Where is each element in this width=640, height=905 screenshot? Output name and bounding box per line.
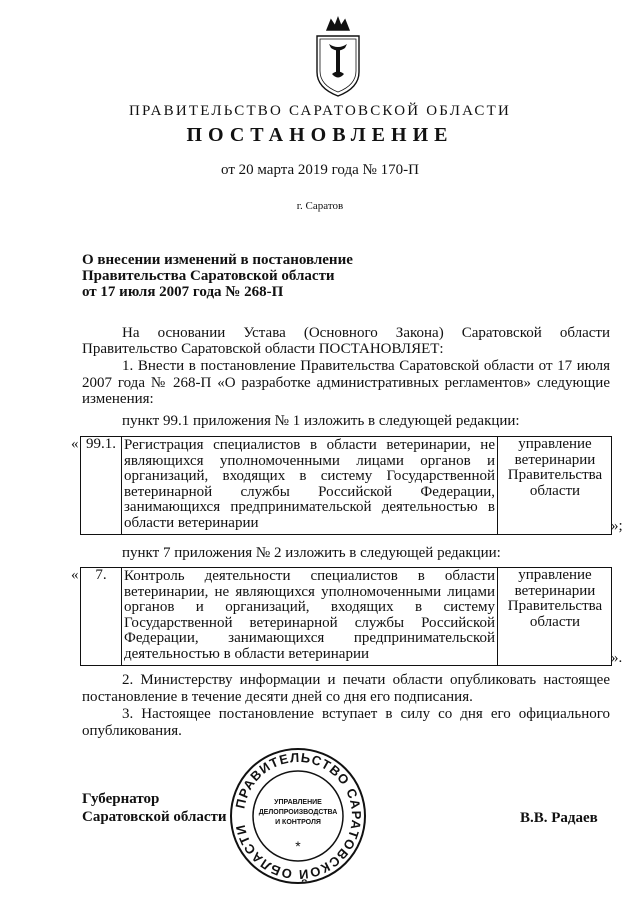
document-city: г. Саратов <box>296 200 344 212</box>
stamp-ring-text: ПРАВИТЕЛЬСТВО САРАТОВСКОЙ ОБЛАСТИ <box>232 749 365 883</box>
paragraph-table1-intro: пункт 99.1 приложения № 1 изложить в следующей редакции: <box>122 413 520 429</box>
paragraph-item-3-cont: опубликования. <box>82 723 182 739</box>
table1 <box>80 436 612 535</box>
table2-close-quote: ». <box>611 650 623 666</box>
stamp-inner-line: И КОНТРОЛЯ <box>275 819 321 826</box>
stamp-inner-line: УПРАВЛЕНИЕ <box>274 799 322 806</box>
paragraph-basis-cont: Правительство Саратовской области ПОСТАНОВЛЯЕТ: <box>82 341 444 357</box>
table1-text-cell: Регистрация специалистов в области ветеринарии, не являющихся уполномоченными лицами органов и организаций, входящих в систему Государственной ветеринарной службы Российской Федерации, занимающихся предпринимательской деятельностью в области ветеринарии <box>122 437 498 534</box>
table1-org-cell: управление ветеринарии Правительства области <box>507 436 603 499</box>
stamp-star: * <box>295 838 301 854</box>
signatory-title-line: Саратовской области <box>82 809 227 825</box>
signatory-title <box>82 790 227 826</box>
paragraph-item-2: 2. Министерству информации и печати области опубликовать настоящее <box>122 672 610 688</box>
paragraph-item-1-cont: 2007 года № 268-П «О разработке административных регламентов» следующие <box>82 375 610 391</box>
table1-number-cell: 99.1. <box>81 437 122 534</box>
stamp-inner-line: ДЕЛОПРОИЗВОДСТВА <box>258 809 338 816</box>
paragraph-basis: На основании Устава (Основного Закона) Саратовской области <box>122 325 610 341</box>
document-date-number: от 20 марта 2019 года № 170-П <box>221 162 419 178</box>
table2 <box>80 567 612 666</box>
signatory-title-line: Губернатор <box>82 791 160 807</box>
table2-open-quote: « <box>71 567 79 583</box>
table2-text-cell: Контроль деятельности специалистов в области ветеринарии, не являющихся уполномоченными лицами органов и организаций, входящих в систему Государственной ветеринарной службы Российской Федерации, занимающихся предпринимательской деятельностью в области ветеринарии <box>122 568 498 665</box>
document-subject <box>82 252 353 300</box>
subject-line: О внесении изменений в постановление <box>82 252 353 268</box>
official-seal-stamp <box>228 746 368 886</box>
table2-org-cell: управление ветеринарии Правительства области <box>507 567 603 630</box>
paragraph-item-2-cont: постановление в течение десяти дней со дня его подписания. <box>82 689 473 705</box>
table1-open-quote: « <box>71 436 79 452</box>
signatory-name: В.В. Радаев <box>520 810 598 826</box>
document-type: ПОСТАНОВЛЕНИЕ <box>186 124 454 146</box>
svg-text:ПРАВИТЕЛЬСТВО САРАТОВСКОЙ ОБЛА <box>232 750 364 882</box>
paragraph-item-3: 3. Настоящее постановление вступает в силу со дня его официального <box>122 706 610 722</box>
coat-of-arms-emblem <box>307 14 369 98</box>
paragraph-item-1: 1. Внести в постановление Правительства Саратовской области от 17 июля <box>122 358 610 374</box>
paragraph-table2-intro: пункт 7 приложения № 2 изложить в следующей редакции: <box>122 545 501 561</box>
subject-line: от 17 июля 2007 года № 268-П <box>82 284 284 300</box>
table1-close-quote: »; <box>611 518 623 534</box>
subject-line: Правительства Саратовской области <box>82 268 335 284</box>
paragraph-item-1-cont: изменения: <box>82 391 154 407</box>
organization-name: ПРАВИТЕЛЬСТВО САРАТОВСКОЙ ОБЛАСТИ <box>128 103 512 119</box>
table2-number-cell: 7. <box>81 568 122 665</box>
